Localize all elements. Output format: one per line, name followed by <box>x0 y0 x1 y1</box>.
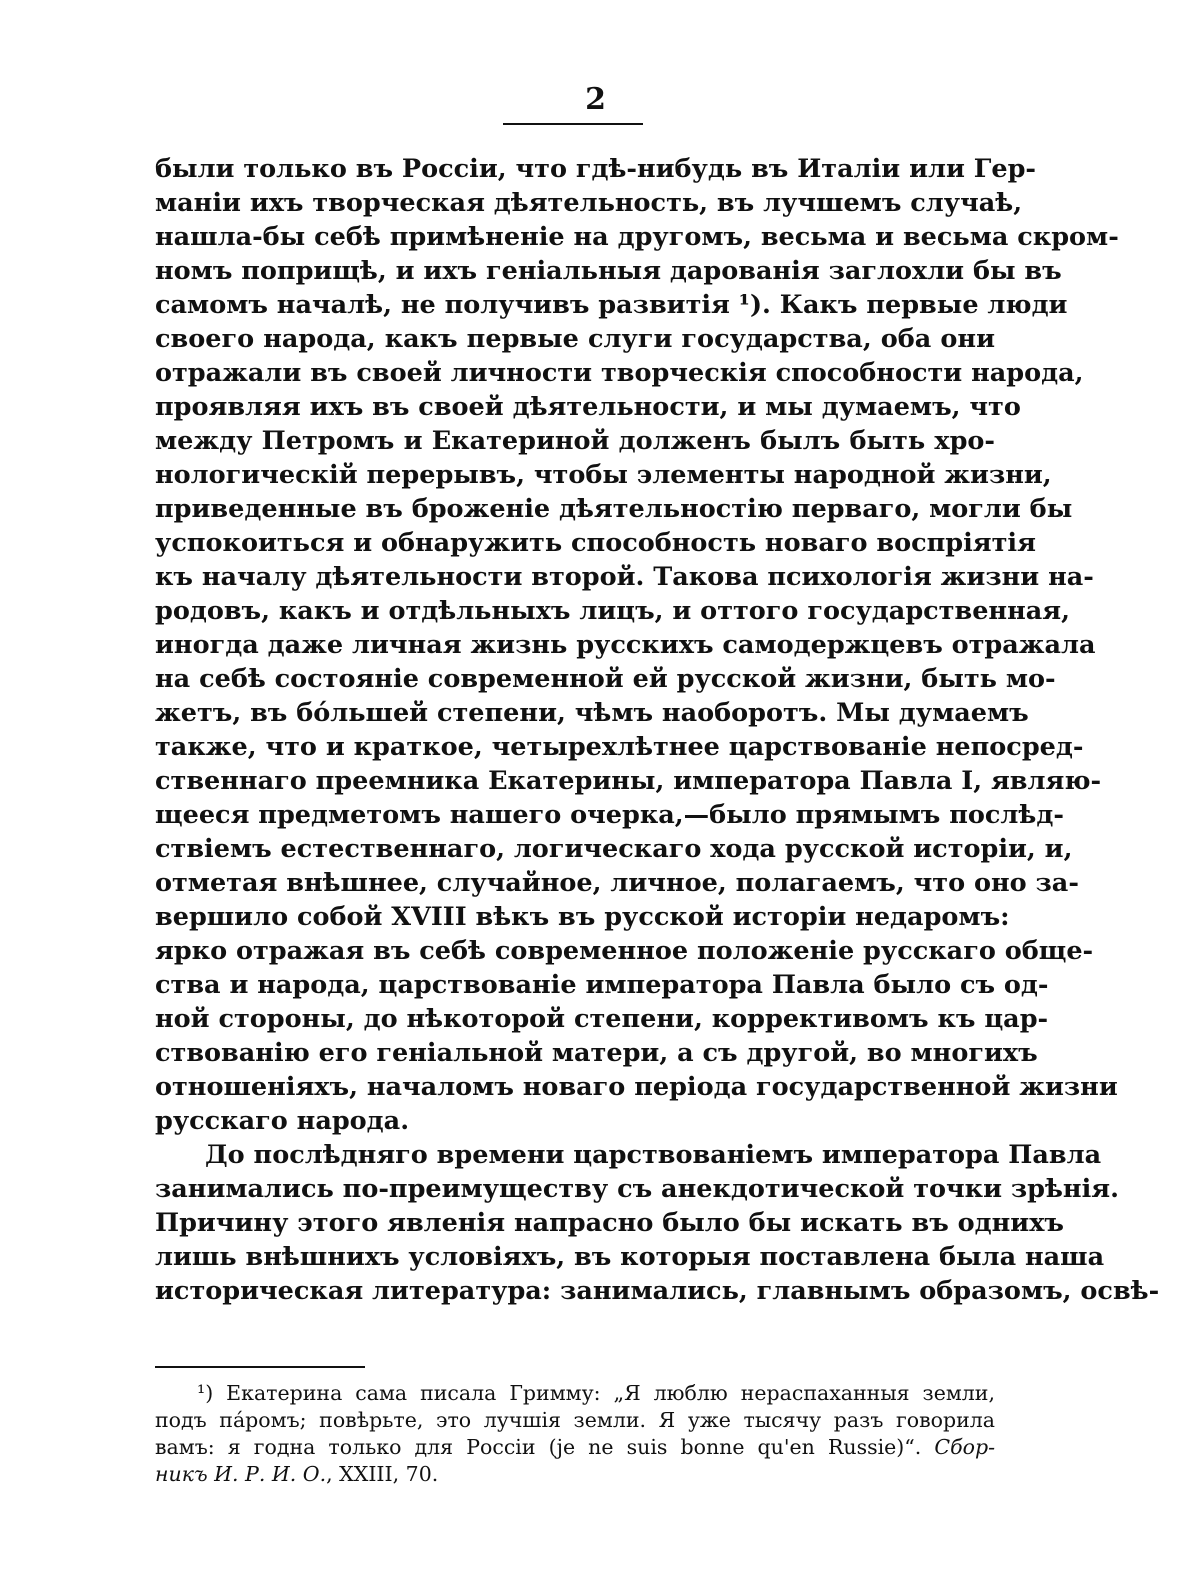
text-line: къ началу дѣятельности второй. Такова психологія жизни на- <box>155 562 1094 592</box>
footnote-line: ¹) Екатерина сама писала Гримму: „Я люблю нераспаханныя земли, <box>197 1381 995 1405</box>
text-line: Причину этого явленія напрасно было бы искать въ однихъ <box>155 1208 1064 1238</box>
text-line: ной стороны, до нѣкоторой степени, коррективомъ къ цар- <box>155 1004 1049 1034</box>
text-line: лишь внѣшнихъ условіяхъ, въ которыя поставлена была наша <box>155 1242 1105 1272</box>
text-line: нашла-бы себѣ примѣненіе на другомъ, весьма и весьма скром- <box>155 222 1119 252</box>
text-line: ствіемъ естественнаго, логическаго хода русской исторіи, и, <box>155 834 1073 864</box>
footnote-text: вамъ: я годна только для Россіи (je ne suis bonne qu'en Russie)“. <box>155 1435 922 1459</box>
text-line: ства и народа, царствованіе императора Павла было съ од- <box>155 970 1049 1000</box>
text-line: отношеніяхъ, началомъ новаго періода государственной жизни <box>155 1072 1118 1102</box>
text-line: отражали въ своей личности творческія способности народа, <box>155 358 1084 388</box>
text-line: иногда даже личная жизнь русскихъ самодержцевъ отражала <box>155 630 1096 660</box>
text-line: нологическій перерывъ, чтобы элементы народной жизни, <box>155 460 1052 490</box>
text-line: приведенные въ броженіе дѣятельностію перваго, могли бы <box>155 494 1073 524</box>
page-number-rule <box>503 123 643 125</box>
text-line: маніи ихъ творческая дѣятельность, въ лучшемъ случаѣ, <box>155 188 1023 218</box>
paragraph-end-line: русскаго народа. <box>155 1106 410 1136</box>
text-line: вершило собой XVIII вѣкъ въ русской исторіи недаромъ: <box>155 902 1010 932</box>
footnote-line: подъ па́ромъ; повѣрьте, это лучшія земли. Я уже тысячу разъ говорила <box>155 1408 995 1432</box>
text-line: ствованію его геніальной матери, а съ другой, во многихъ <box>155 1038 1038 1068</box>
text-line: историческая литература: занимались, главнымъ образомъ, освѣ- <box>155 1276 1160 1306</box>
footnote-line <box>155 1461 995 1488</box>
text-line: номъ поприщѣ, и ихъ геніальныя дарованія заглохли бы въ <box>155 256 1062 286</box>
text-line: жетъ, въ бо́льшей степени, чѣмъ наоборотъ. Мы думаемъ <box>155 698 1029 728</box>
paragraph-start-line: До послѣдняго времени царствованіемъ императора Павла <box>205 1140 1102 1170</box>
footnote-source-italic: Сбор- <box>934 1435 995 1459</box>
text-line: щееся предметомъ нашего очерка,—было прямымъ послѣд- <box>155 800 1064 830</box>
footnote-line <box>155 1434 995 1461</box>
text-line: ярко отражая въ себѣ современное положеніе русскаго обще- <box>155 936 1094 966</box>
text-line: ственнаго преемника Екатерины, императора Павла I, являю- <box>155 766 1102 796</box>
text-line: между Петромъ и Екатериной долженъ былъ быть хро- <box>155 426 995 456</box>
text-line: также, что и краткое, четырехлѣтнее царствованіе непосред- <box>155 732 1084 762</box>
text-line: занимались по-преимуществу съ анекдотической точки зрѣнія. <box>155 1174 1119 1204</box>
text-line: самомъ началѣ, не получивъ развитія ¹). Какъ первые люди <box>155 290 1068 320</box>
text-line: отметая внѣшнее, случайное, личное, полагаемъ, что оно за- <box>155 868 1079 898</box>
footnote-separator <box>155 1366 365 1368</box>
text-line: родовъ, какъ и отдѣльныхъ лицъ, и оттого государственная, <box>155 596 1070 626</box>
body-text <box>155 152 1160 1308</box>
text-line: успокоиться и обнаружить способность новаго воспріятія <box>155 528 1036 558</box>
footnote-text: , XXIII, 70. <box>326 1462 439 1486</box>
page-number: 2 <box>585 82 606 117</box>
text-line: проявляя ихъ въ своей дѣятельности, и мы думаемъ, что <box>155 392 1021 422</box>
footnote <box>155 1380 995 1488</box>
text-line: на себѣ состояніе современной ей русской жизни, быть мо- <box>155 664 1056 694</box>
text-line: своего народа, какъ первые слуги государства, оба они <box>155 324 995 354</box>
text-line: были только въ Россіи, что гдѣ-нибудь въ Италіи или Гер- <box>155 154 1037 184</box>
footnote-source-italic: никъ И. Р. И. О. <box>155 1462 327 1486</box>
